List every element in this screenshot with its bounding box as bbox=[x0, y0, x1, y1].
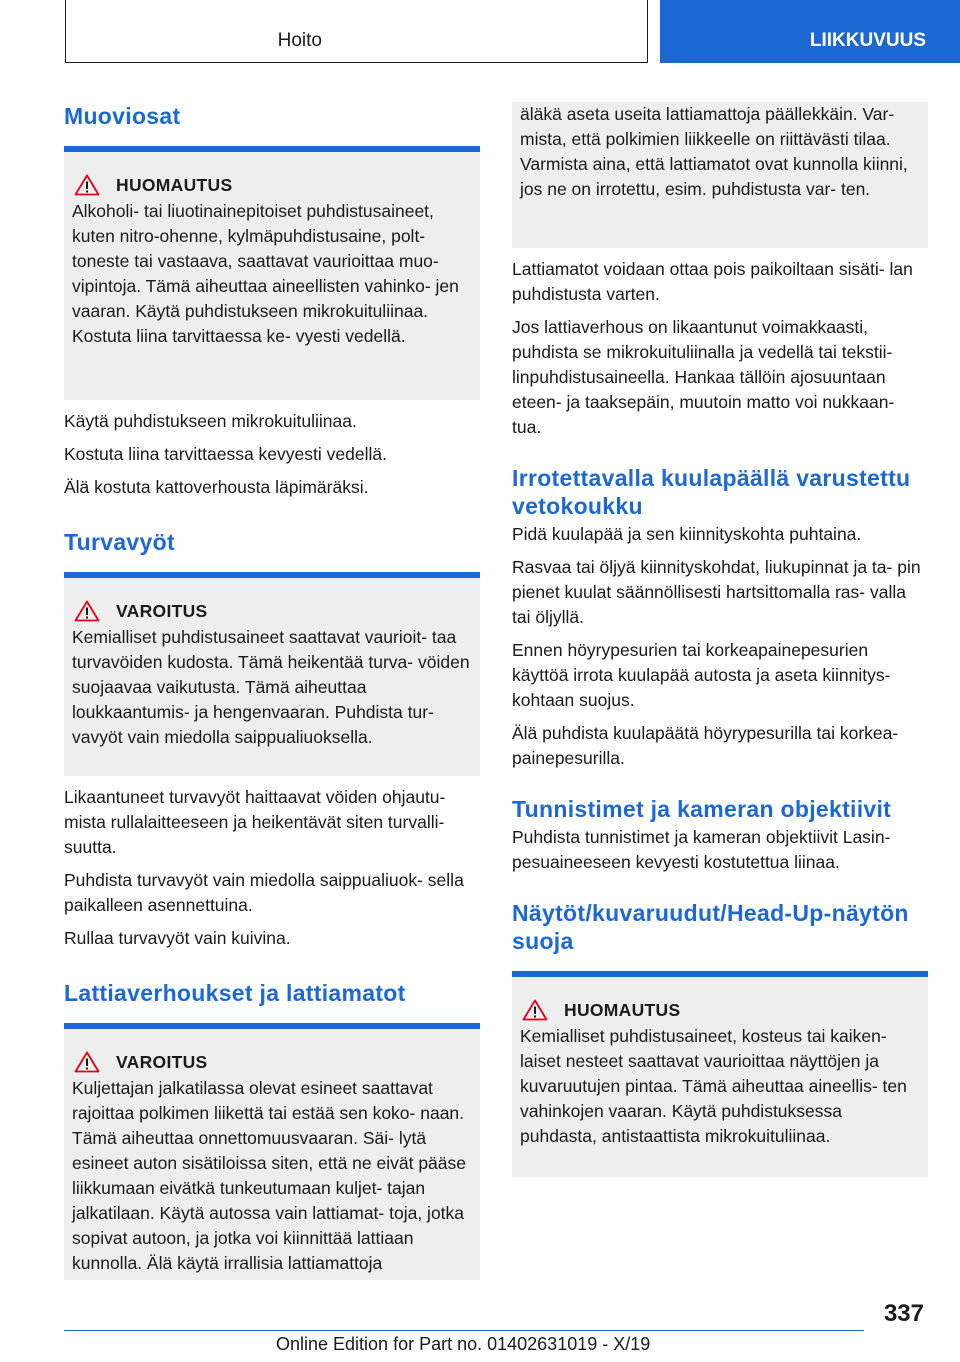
header-section-title: Hoito bbox=[277, 30, 322, 51]
heading-towbar: Irrotettavalla kuulapäällä varustettu vetokoukku bbox=[512, 465, 911, 519]
body-paragraph: Rullaa turvavyöt vain kuivina. bbox=[64, 928, 291, 948]
warning-triangle-icon bbox=[522, 999, 548, 1021]
notice-text: äläkä aseta useita lattiamattoja päällekkäin. Var- mista, että polkimien liikkeelle on riittävästi tilaa. Varmista aina, että lattiamatot ovat kunnolla kiinni, jos ne on irrotettu, esim. puhdistusta var- ten. bbox=[520, 104, 908, 199]
warning-triangle-icon bbox=[74, 600, 100, 622]
notice-box-floor bbox=[64, 1029, 480, 1280]
left-column bbox=[64, 90, 480, 1280]
notice-header bbox=[74, 1051, 472, 1073]
heading-plastic-parts: Muoviosat bbox=[64, 103, 181, 129]
body-paragraph: Puhdista turvavyöt vain miedolla saippualiuok- sella paikalleen asennettuina. bbox=[64, 870, 464, 915]
body-paragraph: Rasvaa tai öljyä kiinnityskohdat, liukupinnat ja ta- pin pienet kuulat säännöllisesti hartsittomalla ras- valla tai öljyllä. bbox=[512, 557, 921, 627]
notice-header bbox=[74, 174, 472, 196]
warning-triangle-icon bbox=[74, 1051, 100, 1073]
warning-triangle-icon bbox=[74, 174, 100, 196]
heading-displays: Näytöt/kuvaruudut/Head-Up-näytön suoja bbox=[512, 900, 909, 954]
notice-header bbox=[522, 999, 920, 1021]
body-paragraph: Käytä puhdistukseen mikrokuituliinaa. bbox=[64, 411, 357, 431]
notice-box-displays bbox=[512, 977, 928, 1177]
heading-floor-coverings: Lattiaverhoukset ja lattiamatot bbox=[64, 980, 406, 1006]
notice-header bbox=[74, 600, 472, 622]
body-paragraph: Kostuta liina tarvittaessa kevyesti vedellä. bbox=[64, 444, 387, 464]
notice-text: Kemialliset puhdistusaineet saattavat vaurioit- taa turvavöiden kudosta. Tämä heikentää turva- vöiden suojaavaa vaikutusta. Tämä aiheuttaa loukkaantumis- ja hengenvaaran. Puhdista tur- vavyöt vain miedolla saippualiuoksella. bbox=[72, 627, 470, 747]
notice-text: Kuljettajan jalkatilassa olevat esineet saattavat rajoittaa polkimen liikettä tai estää sen koko- naan. Tämä aiheuttaa onnettomuusvaaran. Säi- lytä esineet auton sisätiloissa siten, että ne eivät pääse liikkumaan eivätkä tunkeutumaan kuljet- tajan jalkatilaan. Käytä autossa vain lattiamat- toja, jotka sopivat autoon, ja jotka voi kiinnittää lattiaan kunnolla. Älä käytä irrallisia lattiamattoja bbox=[72, 1078, 466, 1273]
heading-seat-belts: Turvavyöt bbox=[64, 529, 175, 555]
notice-title: VAROITUS bbox=[116, 600, 208, 621]
footer-edition: Online Edition for Part no. 01402631019 - X/19 bbox=[276, 1334, 651, 1354]
body-paragraph: Ennen höyrypesurien tai korkeapainepesurien käyttöä irrota kuulapää autosta ja aseta kiinnitys- kohtaan suojus. bbox=[512, 640, 891, 710]
header-chapter-tab: LIIKKUVUUS bbox=[660, 0, 960, 63]
header-frame bbox=[65, 0, 648, 63]
heading-sensors-cameras: Tunnistimet ja kameran objektiivit bbox=[512, 796, 892, 822]
notice-title: HUOMAUTUS bbox=[116, 174, 233, 195]
notice-box-belts bbox=[64, 578, 480, 776]
notice-box-plastic bbox=[64, 152, 480, 400]
body-paragraph: Älä puhdista kuulapäätä höyrypesurilla tai korkea- painepesurilla. bbox=[512, 723, 899, 768]
body-paragraph: Likaantuneet turvavyöt haittaavat vöiden ohjautu- mista rullalaitteeseen ja heikentävät siten turvalli- suutta. bbox=[64, 787, 446, 857]
body-paragraph: Lattiamatot voidaan ottaa pois paikoiltaan sisäti- lan puhdistusta varten. bbox=[512, 259, 913, 304]
body-paragraph: Puhdista tunnistimet ja kameran objektiivit Lasin- pesuaineeseen kevyesti kostutettua liinaa. bbox=[512, 827, 891, 872]
body-paragraph: Älä kostuta kattoverhousta läpimäräksi. bbox=[64, 477, 369, 497]
notice-text: Alkoholi- tai liuotinainepitoiset puhdistusaineet, kuten nitro-ohenne, kylmäpuhdistusaine, polt- toneste tai vastaava, saattavat vaurioittaa muo- vipintoja. Tämä aiheuttaa aineellisten vahinko- jen vaaran. Käytä puhdistukseen mikrokuituliinaa. Kostuta liina tarvittaessa ke- vyesti vedellä. bbox=[72, 201, 459, 346]
right-column bbox=[512, 102, 928, 1177]
page-number: 337 bbox=[883, 1300, 924, 1327]
notice-box-floor-continued bbox=[512, 102, 928, 248]
notice-title: VAROITUS bbox=[116, 1051, 208, 1072]
body-paragraph: Pidä kuulapää ja sen kiinnityskohta puhtaina. bbox=[512, 524, 862, 544]
body-paragraph: Jos lattiaverhous on likaantunut voimakkaasti, puhdista se mikrokuituliinalla ja vedellä tai tekstii- linpuhdistusaineella. Hankaa tällöin ajosuuntaan eteen- ja taaksepäin, muutoin matto voi nukkaan- tua. bbox=[512, 317, 895, 437]
notice-title: HUOMAUTUS bbox=[564, 999, 681, 1020]
footer-rule bbox=[64, 1330, 864, 1331]
notice-text: Kemialliset puhdistusaineet, kosteus tai kaiken- laiset nesteet saattavat vaurioittaa näyttöjen ja kuvaruutujen pintaa. Tämä aiheuttaa aineellis- ten vahinkojen vaaran. Käytä puhdistuksessa puhdasta, antistaattista mikrokuituliinaa. bbox=[520, 1026, 907, 1146]
